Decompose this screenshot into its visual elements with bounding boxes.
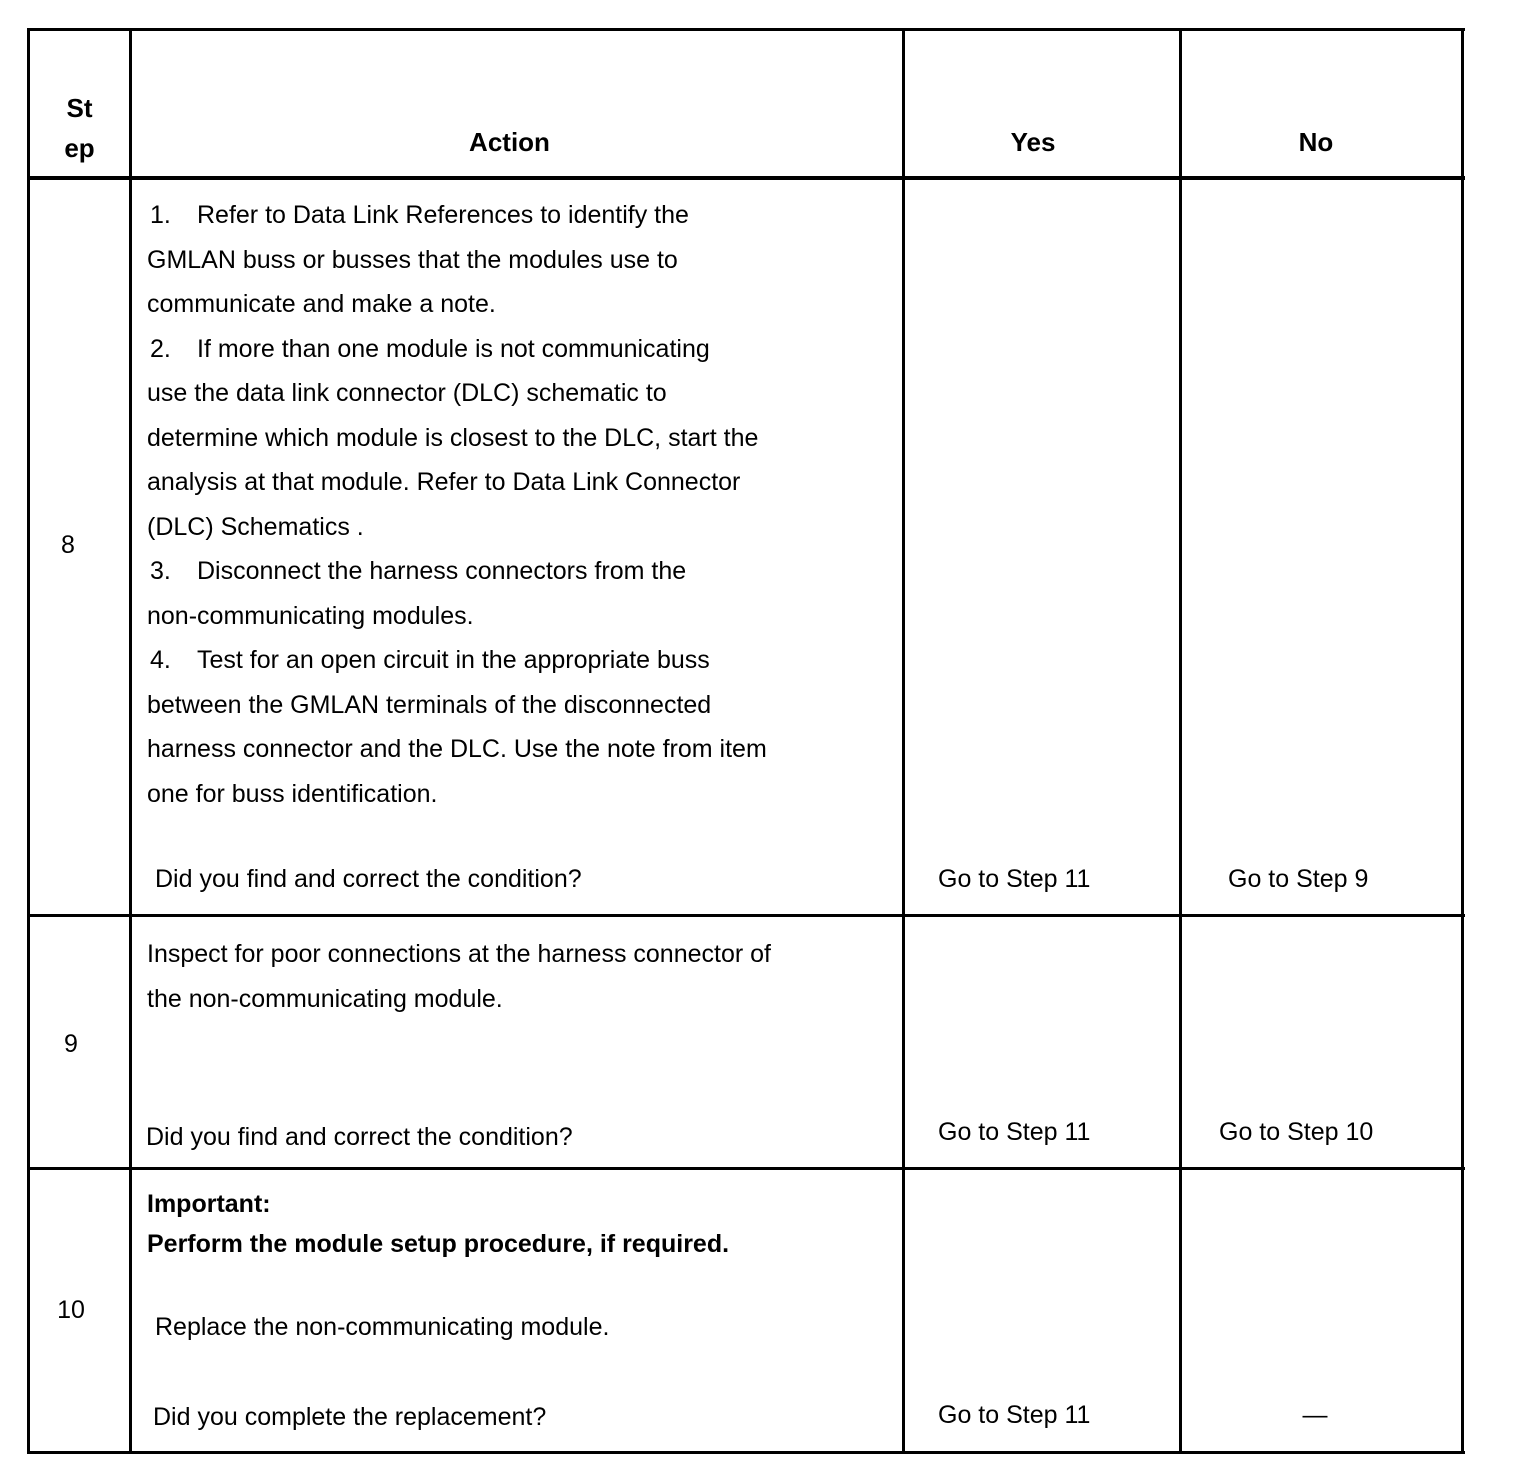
list-item: one for buss identification. bbox=[147, 779, 438, 808]
col-divider-action-yes bbox=[902, 28, 905, 1454]
step-8-no: Go to Step 9 bbox=[1228, 865, 1369, 893]
header-action: Action bbox=[469, 127, 550, 157]
table-border-left bbox=[27, 28, 30, 1454]
list-item: Inspect for poor connections at the harness connector of bbox=[147, 940, 771, 968]
table-border-right bbox=[1461, 28, 1464, 1454]
header-step bbox=[30, 88, 129, 168]
step-9-action bbox=[147, 932, 771, 1021]
list-item: 3. Disconnect the harness connectors from the bbox=[150, 557, 687, 585]
header-no: No bbox=[1298, 127, 1334, 157]
step-number-8: 8 bbox=[61, 531, 75, 559]
list-item: non-communicating modules. bbox=[147, 601, 474, 630]
step-8-yes: Go to Step 11 bbox=[938, 865, 1091, 893]
important-label: Important: bbox=[147, 1190, 271, 1218]
list-item: harness connector and the DLC. Use the note from item bbox=[147, 735, 767, 763]
step-10-no: — bbox=[1302, 1401, 1328, 1429]
list-item: GMLAN buss or busses that the modules use to bbox=[147, 245, 678, 274]
step-10-question: Did you complete the replacement? bbox=[153, 1403, 547, 1431]
step-10-action: Replace the non-communicating module. bbox=[155, 1313, 610, 1341]
list-item: use the data link connector (DLC) schematic to bbox=[147, 379, 667, 407]
list-item: 2. If more than one module is not communicating bbox=[150, 334, 710, 363]
important-text: Perform the module setup procedure, if required. bbox=[147, 1230, 730, 1258]
list-item: (DLC) Schematics . bbox=[147, 512, 364, 541]
step-10-yes: Go to Step 11 bbox=[938, 1401, 1091, 1429]
step-number-9: 9 bbox=[64, 1030, 78, 1058]
step-8-question: Did you find and correct the condition? bbox=[155, 865, 582, 893]
header-yes: Yes bbox=[1010, 127, 1056, 157]
list-item: determine which module is closest to the DLC, start the bbox=[147, 423, 759, 452]
list-item: communicate and make a note. bbox=[147, 290, 496, 318]
step-9-no: Go to Step 10 bbox=[1219, 1118, 1374, 1146]
header-step-line1: St bbox=[66, 93, 93, 123]
row-divider-9-10 bbox=[27, 1167, 1465, 1170]
row-divider-8-9 bbox=[27, 914, 1465, 917]
step-9-question: Did you find and correct the condition? bbox=[146, 1123, 573, 1151]
table-border-top bbox=[27, 28, 1465, 31]
list-item: between the GMLAN terminals of the disconnected bbox=[147, 690, 712, 719]
step-8-action bbox=[147, 193, 767, 816]
list-item: 1. Refer to Data Link References to identify the bbox=[150, 201, 689, 229]
step-number-10: 10 bbox=[57, 1296, 85, 1324]
list-item: 4. Test for an open circuit in the appropriate buss bbox=[150, 646, 710, 674]
header-step-line2: ep bbox=[64, 133, 95, 163]
col-divider-yes-no bbox=[1179, 28, 1182, 1454]
list-item: the non-communicating module. bbox=[147, 984, 503, 1013]
table-border-bottom bbox=[27, 1451, 1465, 1454]
header-divider bbox=[27, 176, 1465, 180]
step-9-yes: Go to Step 11 bbox=[938, 1118, 1091, 1146]
list-item: analysis at that module. Refer to Data Link Connector bbox=[147, 468, 741, 496]
col-divider-step-action bbox=[129, 28, 132, 1454]
